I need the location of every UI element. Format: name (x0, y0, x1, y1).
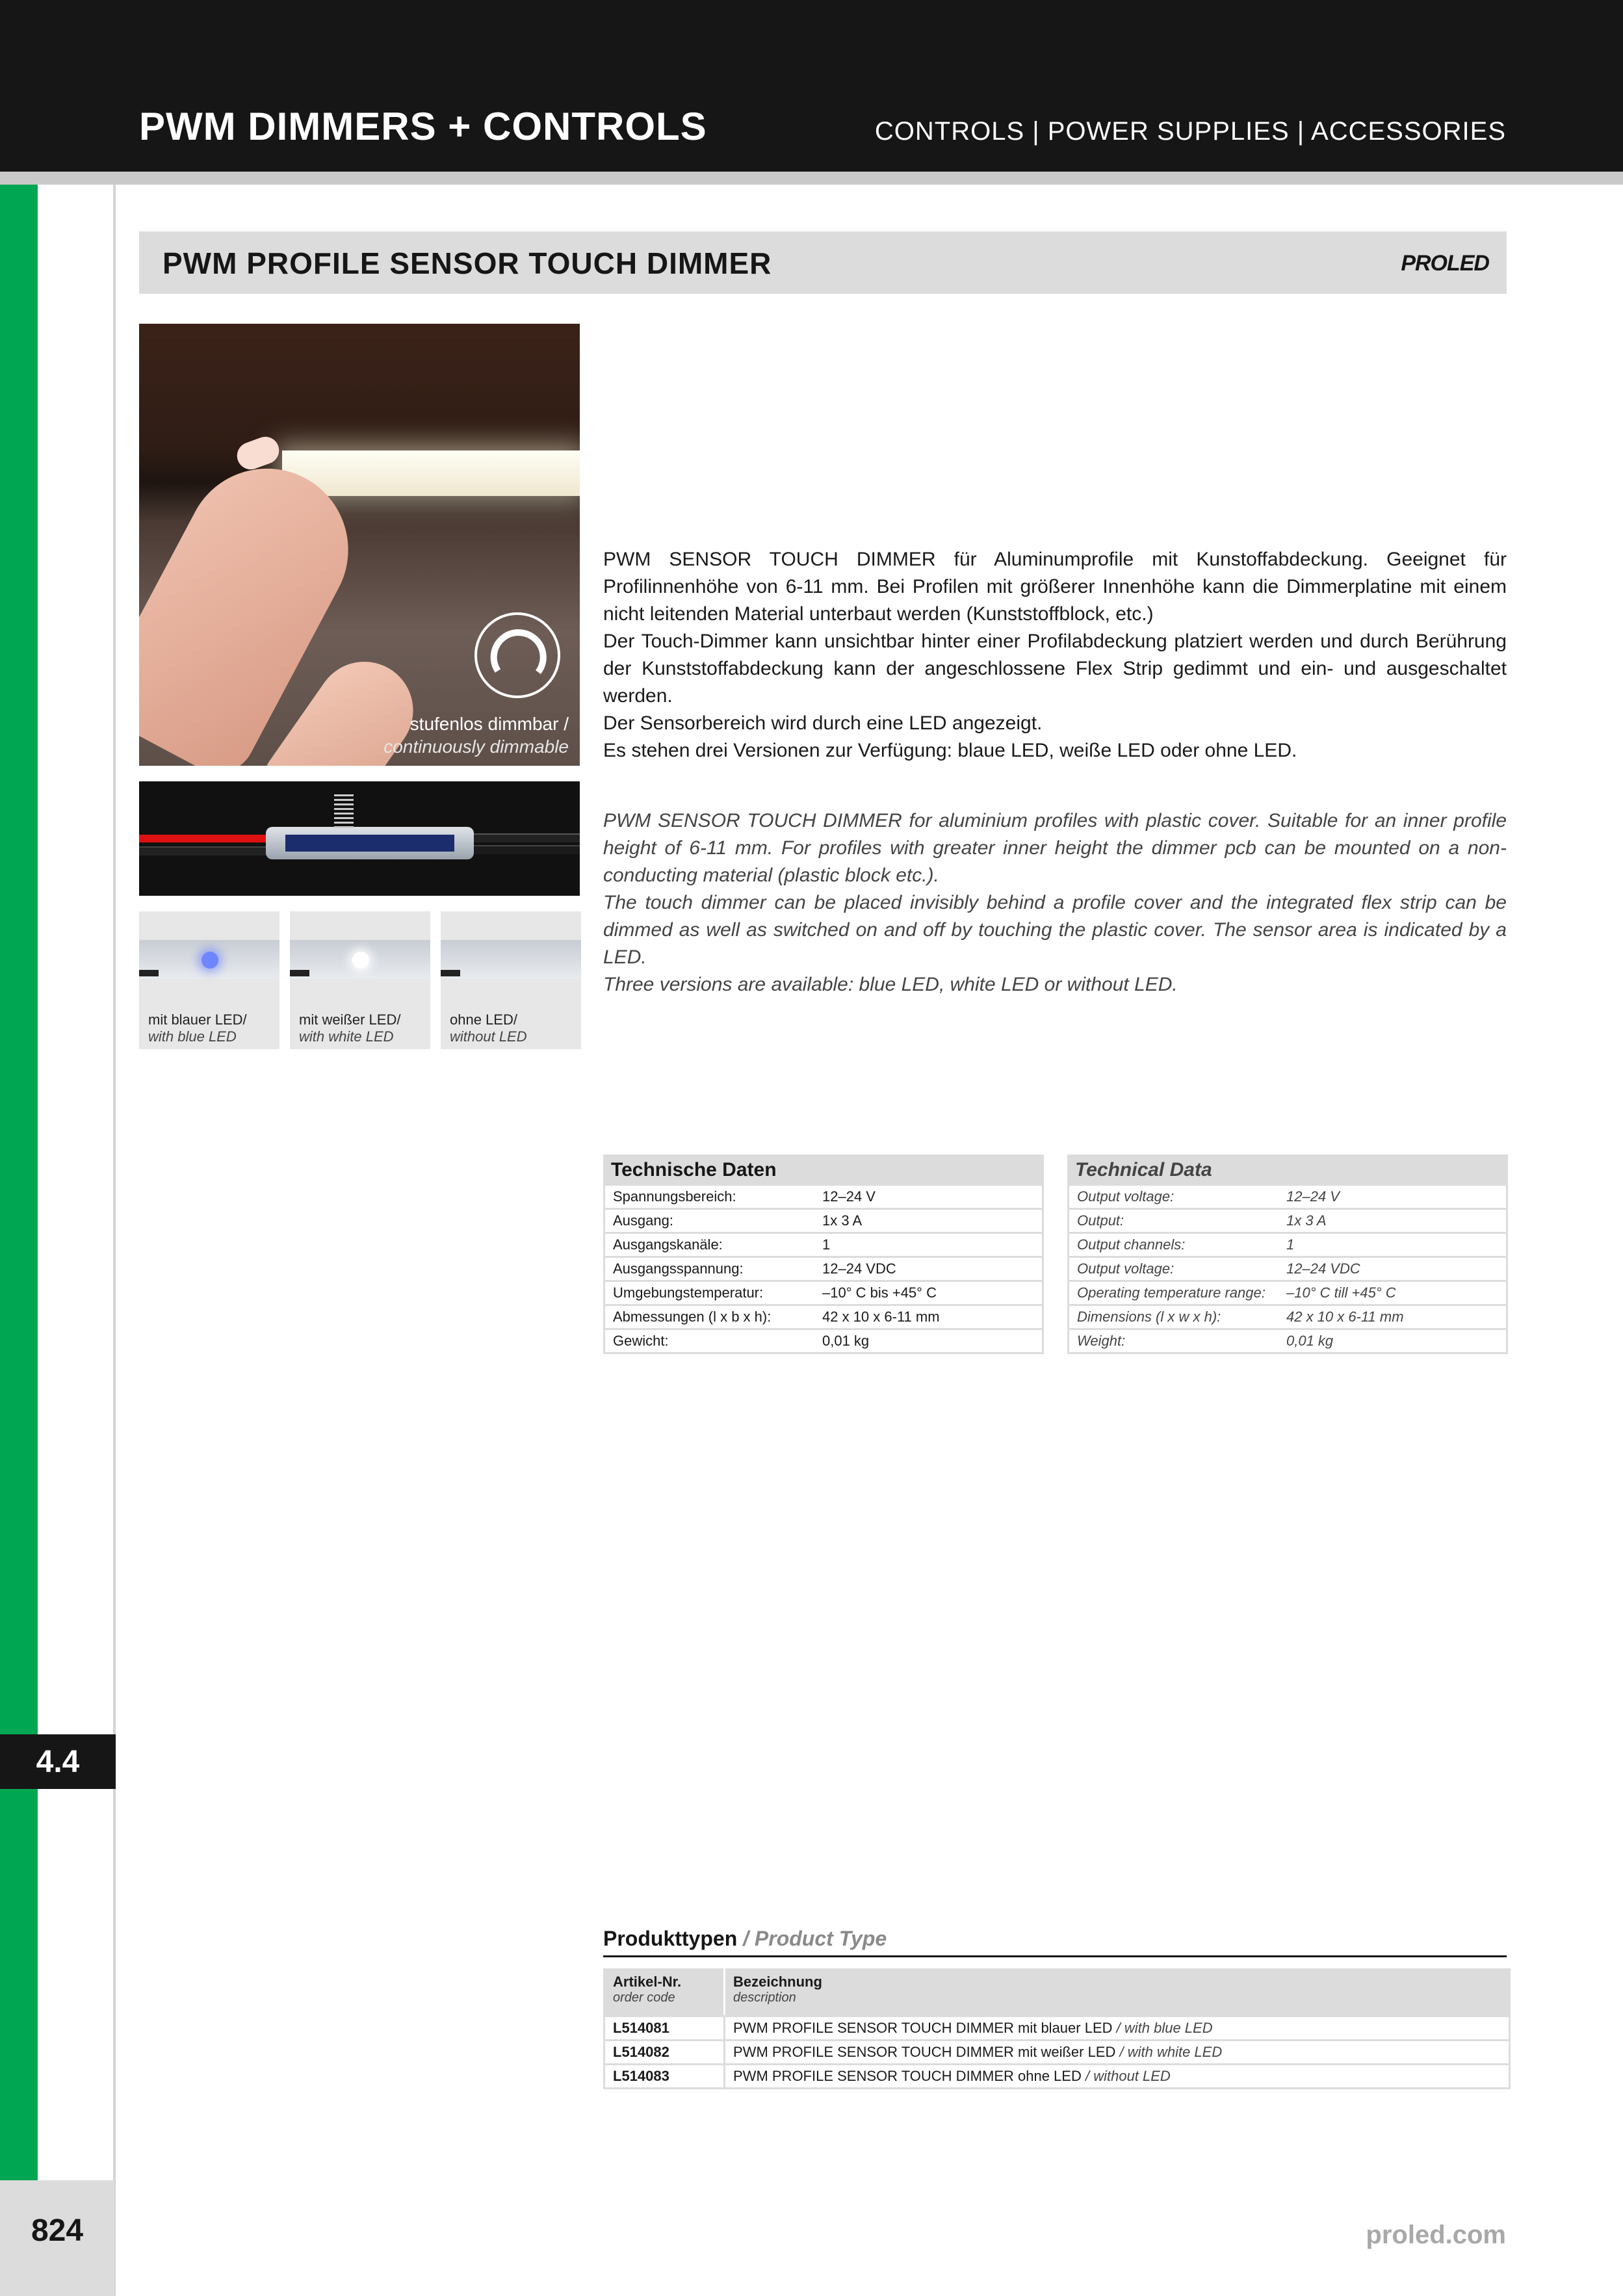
photo-caption-en: continuously dimmable (383, 737, 569, 757)
table-row (1069, 1306, 1506, 1330)
product-description (725, 2017, 1509, 2039)
table-row (1069, 1210, 1506, 1234)
variant-label-en: without LED (450, 1028, 527, 1045)
variant-blue (139, 911, 279, 1049)
table-row (1069, 1186, 1506, 1210)
table-row (1069, 1330, 1506, 1354)
spec-key: Output voltage: (1077, 1260, 1175, 1277)
desc-en: / with blue LED (1116, 2020, 1213, 2036)
table-header-row (605, 1968, 1509, 2015)
dimmer-icon (473, 611, 562, 699)
tech-table-en (1067, 1155, 1508, 1354)
dimmer-pcb (266, 827, 474, 859)
led-indicator (201, 952, 218, 969)
fingernail (233, 433, 283, 473)
section-number: 4.4 (0, 1734, 116, 1789)
spec-value: 12–24 V (822, 1188, 876, 1205)
variant-label-de: mit blauer LED/ (148, 1011, 247, 1028)
description-de (603, 546, 1507, 764)
product-type-table (603, 1968, 1511, 2089)
spec-key: Gewicht: (613, 1333, 669, 1349)
spec-value: 0,01 kg (1286, 1333, 1334, 1349)
page-number: 824 (31, 2213, 84, 2248)
profile-edge (290, 970, 309, 976)
order-code: L514083 (605, 2065, 725, 2087)
spec-value: 0,01 kg (822, 1333, 870, 1349)
spec-key: Output channels: (1077, 1236, 1186, 1253)
col-description (725, 1968, 1509, 2015)
spec-value: 1x 3 A (822, 1212, 863, 1229)
description-paragraph: Three versions are available: blue LED, white LED or without LED. (603, 974, 1178, 995)
spec-key: Output: (1077, 1212, 1124, 1229)
spec-key: Output voltage: (1077, 1188, 1175, 1205)
col-header-en: order code (613, 1990, 675, 2005)
description-paragraph: Der Sensorbereich wird durch eine LED angezeigt. (603, 712, 1043, 734)
spec-value: 42 x 10 x 6-11 mm (1286, 1309, 1404, 1325)
photo-caption-de: stufenlos dimmbar / (409, 714, 569, 734)
description-paragraph: Der Touch-Dimmer kann unsichtbar hinter einer Profilabdeckung platziert werden und durch Berührung der Kunststoffabdeckung kann der angeschlossene Flex Strip gedimmt und ein- und ausgeschaltet werden. (603, 631, 1507, 707)
device-photo (139, 781, 580, 896)
sensor-spring (334, 794, 354, 829)
description-en (603, 807, 1507, 998)
spec-value: 12–24 VDC (822, 1260, 896, 1277)
spec-key: Ausgang: (613, 1212, 673, 1229)
table-row (605, 1210, 1042, 1234)
product-description (725, 2041, 1509, 2063)
black-wire-right-2 (464, 845, 580, 854)
table-row (605, 1234, 1042, 1258)
section-color-strip (0, 185, 38, 2180)
spec-key: Dimensions (l x w x h): (1077, 1309, 1221, 1325)
description-paragraph: Es stehen drei Versionen zur Verfügung: blaue LED, weiße LED oder ohne LED. (603, 740, 1297, 761)
brand-logo: PROLED (1401, 251, 1489, 276)
table-row (1069, 1234, 1506, 1258)
variant-label-de: mit weißer LED/ (299, 1011, 401, 1028)
pcb-board (285, 835, 454, 852)
black-wire-right (464, 833, 580, 842)
table-row (1069, 1258, 1506, 1282)
spec-key: Ausgangsspannung: (613, 1260, 744, 1277)
spec-value: –10° C till +45° C (1286, 1285, 1396, 1301)
black-wire (139, 846, 276, 855)
desc-en: / with white LED (1119, 2044, 1223, 2060)
product-type-title-en: / Product Type (743, 1927, 887, 1950)
table-row (605, 1330, 1042, 1354)
spec-key: Weight: (1077, 1333, 1126, 1349)
tech-table-title: Technical Data (1067, 1155, 1508, 1186)
spec-key: Abmessungen (l x b x h): (613, 1309, 772, 1325)
col-header-en: description (733, 1990, 796, 2005)
spec-value: 12–24 V (1286, 1188, 1340, 1205)
col-header-de: Artikel-Nr. (613, 1974, 682, 1990)
spec-value: 1 (1286, 1236, 1295, 1253)
margin-rule (113, 185, 116, 2296)
spec-key: Umgebungstemperatur: (613, 1285, 764, 1301)
col-order-code (605, 1968, 725, 2015)
desc-de: PWM PROFILE SENSOR TOUCH DIMMER mit blauer LED (733, 2020, 1113, 2036)
desc-de: PWM PROFILE SENSOR TOUCH DIMMER ohne LED (733, 2068, 1082, 2084)
order-code: L514081 (605, 2017, 725, 2039)
product-description (725, 2065, 1509, 2087)
description-paragraph: PWM SENSOR TOUCH DIMMER für Aluminumprofile mit Kunstoffabdeckung. Geeignet für Profilinnenhöhe von 6-11 mm. Bei Profilen mit größerer Innenhöhe kann die Dimmerplatine mit einem nicht leitenden Material unterbaut werden (Kunststoffblock, etc.) (603, 549, 1507, 625)
spec-key: Operating temperature range: (1077, 1285, 1266, 1301)
product-title: PWM PROFILE SENSOR TOUCH DIMMER (162, 246, 772, 280)
product-type-heading (603, 1927, 887, 1951)
product-type-rule (603, 1955, 1507, 1957)
description-paragraph: PWM SENSOR TOUCH DIMMER for aluminium profiles with plastic cover. Suitable for an inner profile height of 6-11 mm. For profiles with greater inner height the dimmer pcb can be mounted on a non-conducting material (plastic block etc.). (603, 810, 1507, 886)
order-code: L514082 (605, 2041, 725, 2063)
product-photo (139, 324, 580, 766)
variant-none (441, 911, 581, 1049)
description-paragraph: The touch dimmer can be placed invisibly behind a profile cover and the integrated flex strip can be dimmed as well as switched on and off by touching the plastic cover. The sensor area is indicated by a LED. (603, 892, 1507, 968)
desc-de: PWM PROFILE SENSOR TOUCH DIMMER mit weißer LED (733, 2044, 1116, 2060)
tech-table-de (603, 1155, 1044, 1354)
col-header-de: Bezeichnung (733, 1974, 822, 1990)
spec-value: 1x 3 A (1286, 1212, 1327, 1229)
table-row (605, 2015, 1509, 2039)
table-row (605, 1186, 1042, 1210)
table-row (605, 1282, 1042, 1306)
red-wire (139, 835, 276, 842)
header-divider (0, 172, 1623, 185)
spec-value: –10° C bis +45° C (822, 1285, 937, 1301)
table-row (605, 2063, 1509, 2087)
spec-value: 12–24 VDC (1286, 1260, 1360, 1277)
table-row (605, 1258, 1042, 1282)
profile-edge (441, 970, 460, 976)
table-row (1069, 1282, 1506, 1306)
variant-label-de: ohne LED/ (450, 1011, 517, 1028)
profile-cover (441, 940, 581, 979)
variant-white (290, 911, 430, 1049)
variant-label-en: with white LED (299, 1028, 394, 1045)
spec-value: 42 x 10 x 6-11 mm (822, 1309, 940, 1325)
table-row (605, 1306, 1042, 1330)
variant-label-en: with blue LED (148, 1028, 237, 1045)
spec-value: 1 (822, 1236, 831, 1253)
spec-key: Spannungsbereich: (613, 1188, 736, 1205)
profile-edge (139, 970, 159, 976)
table-row (605, 2039, 1509, 2063)
led-indicator (352, 952, 369, 969)
spec-key: Ausgangskanäle: (613, 1236, 723, 1253)
chapter-nav: CONTROLS | POWER SUPPLIES | ACCESSORIES (874, 117, 1506, 146)
chapter-title: PWM DIMMERS + CONTROLS (139, 105, 707, 148)
desc-en: / without LED (1085, 2068, 1171, 2084)
website-link[interactable]: proled.com (1366, 2221, 1506, 2249)
tech-table-title: Technische Daten (603, 1155, 1044, 1186)
light-strip (282, 450, 580, 496)
product-type-title-de: Produkttypen (603, 1927, 738, 1950)
